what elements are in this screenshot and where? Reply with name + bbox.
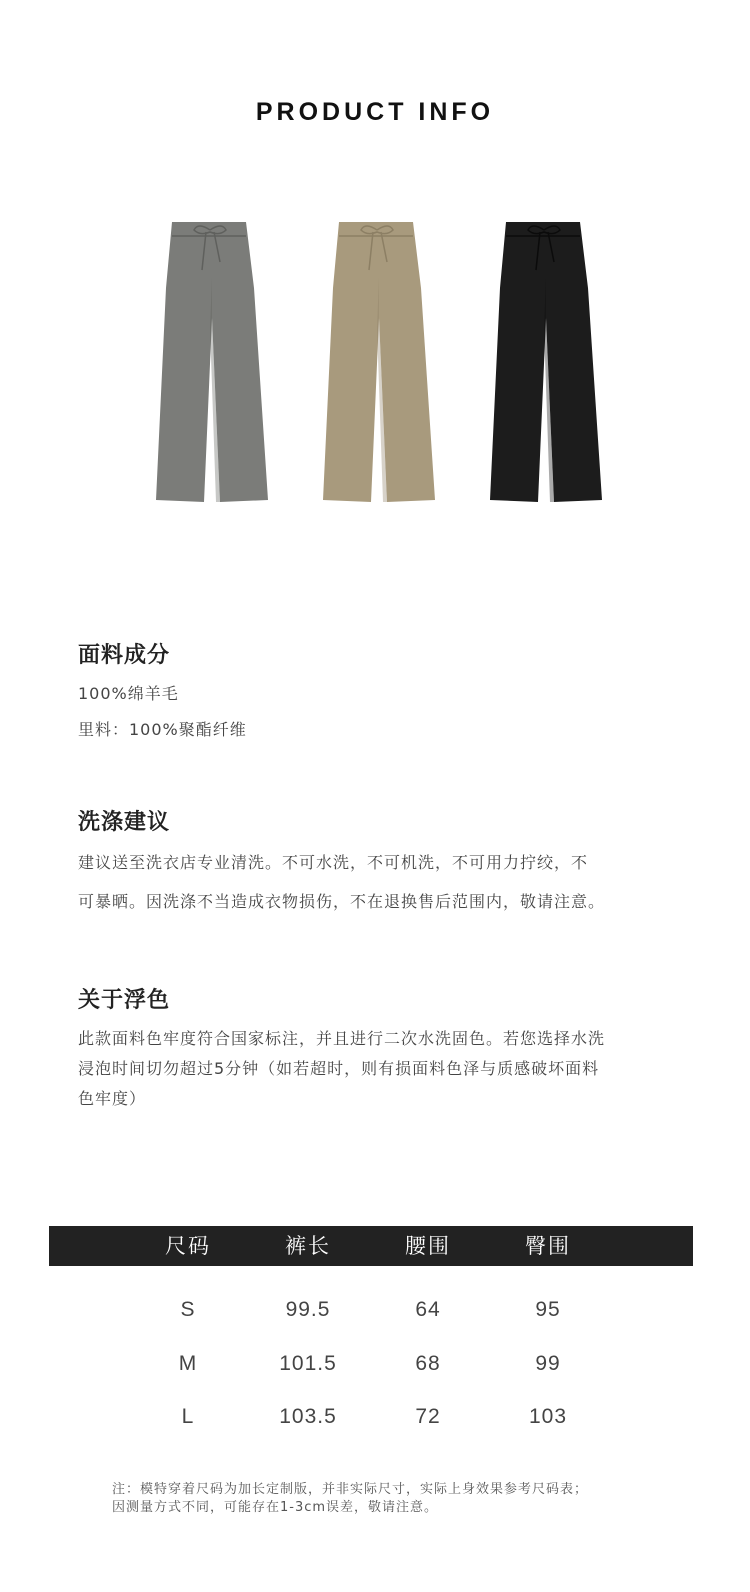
- product-image-grey: [150, 218, 274, 506]
- pants-khaki-icon: [317, 218, 441, 506]
- colorfast-section: [78, 983, 678, 1109]
- lining-line: 里料：100%聚酯纤维: [78, 720, 247, 739]
- header-waist: 腰围: [405, 1234, 451, 1258]
- pants-grey-icon: [150, 218, 274, 506]
- waist-cell: 64: [415, 1298, 441, 1321]
- washing-section: [78, 805, 678, 912]
- hip-cell: 95: [535, 1298, 561, 1321]
- product-images: [0, 218, 750, 510]
- size-note: 注：模特穿着尺码为加长定制版，并非实际尺寸，实际上身效果参考尺码表；: [112, 1482, 589, 1497]
- washing-heading: 洗涤建议: [78, 810, 171, 835]
- header-length: 裤长: [285, 1234, 331, 1258]
- colorfast-line: 浸泡时间切勿超过5分钟（如若超时，则有损面料色泽与质感破坏面料: [78, 1059, 600, 1078]
- header-size: 尺码: [165, 1234, 211, 1258]
- length-cell: 101.5: [279, 1352, 337, 1375]
- size-cell: S: [180, 1298, 196, 1321]
- hip-cell: 99: [535, 1352, 561, 1375]
- product-image-black: [484, 218, 608, 506]
- washing-line: 可暴晒。因洗涤不当造成衣物损伤，不在退换售后范围内，敬请注意。: [78, 892, 606, 911]
- size-table-header: [49, 1226, 693, 1266]
- size-cell: L: [181, 1405, 195, 1428]
- waist-cell: 68: [415, 1352, 441, 1375]
- size-note: 因测量方式不同，可能存在1-3cm误差，敬请注意。: [112, 1500, 439, 1515]
- hip-cell: 103: [528, 1405, 568, 1428]
- product-image-khaki: [317, 218, 441, 506]
- length-cell: 103.5: [279, 1405, 337, 1428]
- waist-cell: 72: [415, 1405, 441, 1428]
- size-cell: M: [178, 1352, 198, 1375]
- pants-black-icon: [484, 218, 608, 506]
- colorfast-line: 此款面料色牢度符合国家标注，并且进行二次水洗固色。若您选择水洗: [78, 1029, 606, 1048]
- colorfast-line: 色牢度）: [78, 1089, 147, 1108]
- fabric-heading: 面料成分: [78, 643, 171, 668]
- colorfast-heading: 关于浮色: [78, 988, 171, 1013]
- length-cell: 99.5: [285, 1298, 331, 1321]
- washing-line: 建议送至洗衣店专业清洗。不可水洗，不可机洗，不可用力拧绞，不: [78, 853, 589, 872]
- fabric-section: [78, 638, 678, 740]
- page-title: PRODUCT INFO: [255, 98, 495, 126]
- header-hip: 臀围: [525, 1234, 571, 1258]
- fabric-line: 100%绵羊毛: [78, 684, 179, 703]
